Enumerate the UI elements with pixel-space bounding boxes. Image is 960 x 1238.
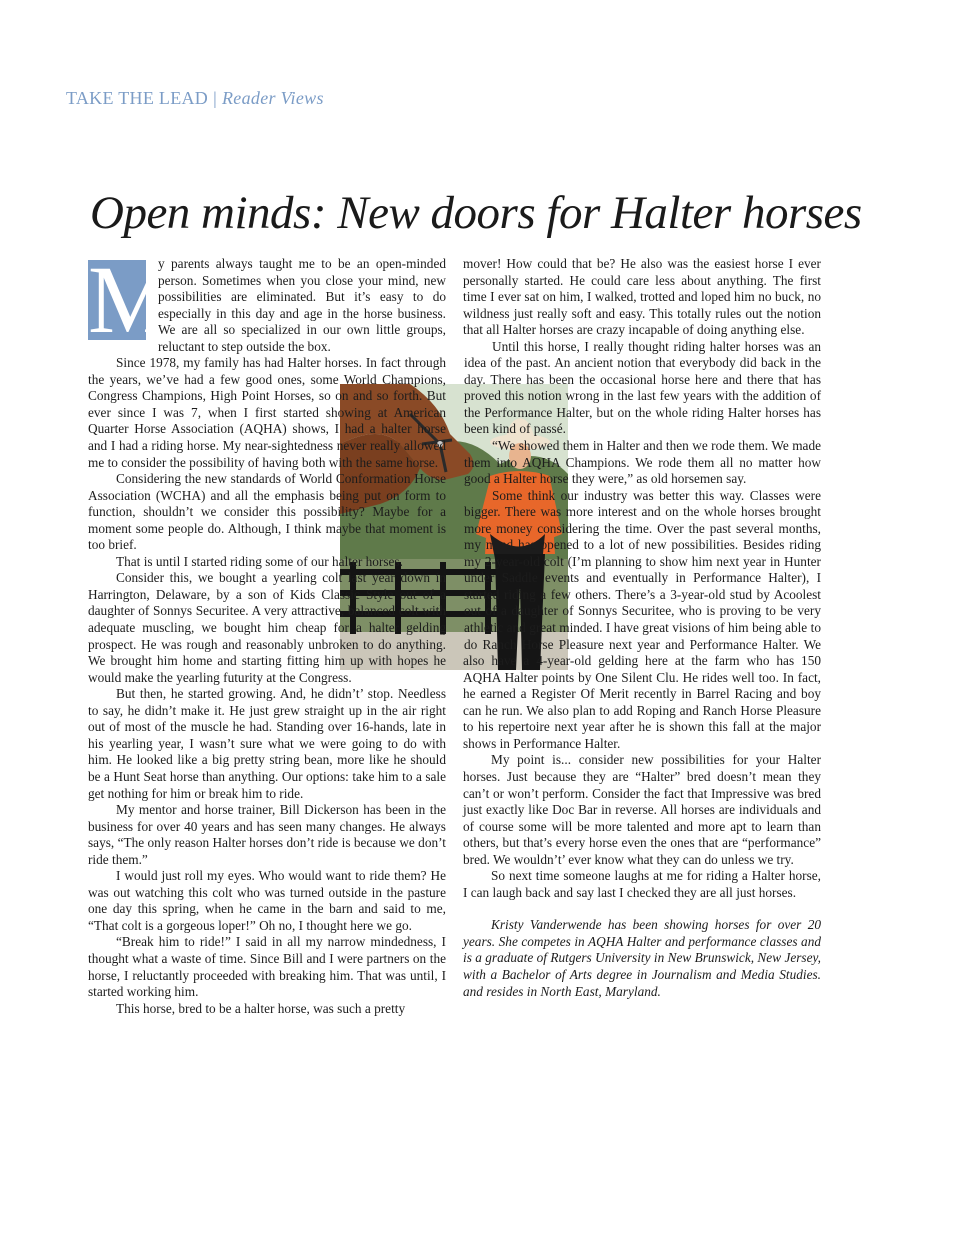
section-label: [66, 88, 324, 109]
author-bio: Kristy Vanderwende has been showing horses for over 20 years. She competes in AQHA Halter and performance classes and is a graduate of Rutgers University in New Brunswick, New Jersey, with a Bachelor of Arts degree in Journalism and Media Studies. and resides in North East, Maryland.: [463, 917, 821, 999]
paragraph: [88, 246, 446, 355]
paragraph: [88, 355, 446, 471]
paragraph: My point is... consider new possibilities for your Halter horses. Just because they are “Halter” bred doesn’t mean they can’t or won’t perform. Consider the fact that Impressive was bred just exactly like Doc Bar in reverse. All horses are individuals and of course some will be more talented and more apt to learn than others, but that’s every horse even the ones that are “performance” bred. We wouldn’t’ ever know what they can do unless we try.: [463, 752, 821, 867]
drop-cap: M: [88, 246, 174, 353]
paragraph-text: Until this horse, I really thought riding halter horses was an idea of the past. An ancient notion that everybody did back in the day. There has been the occasional horse here and there that has proved this notion wrong in the last few years with the addition of the Performance Halter, but on the whole riding Halter horses has been kind of passé.: [464, 338, 821, 437]
article-column-right: [463, 256, 821, 1000]
paragraph: “Break him to ride!” I said in all my narrow mindedness, I thought what a waste of time. Since Bill and I were partners on the horse, I reluctantly proceeded with breaking him. That was until, I started working him.: [88, 934, 446, 1000]
subsection-name: Reader Views: [222, 88, 324, 108]
paragraph: So next time someone laughs at me for riding a Halter horse, I can laugh back and say last I checked they are all just horses.: [463, 868, 821, 900]
section-name: TAKE THE LEAD: [66, 88, 209, 108]
paragraph: Considering the new standards of World Conformation Horse Association (WCHA) and all the emphasis being put on form to function, shouldn’t we consider this possibility? Maybe for a moment some people do. Although, I think maybe that moment is too brief.: [88, 471, 446, 553]
paragraph: That is until I started riding some of our halter horses.: [116, 553, 403, 569]
paragraph: This horse, bred to be a halter horse, was such a pretty: [116, 1000, 406, 1016]
paragraph-text: Since 1978, my family has had Halter horses. In fact through the years, we’ve had a few good ones, some World Champions, Congress Champions, High Point Horses, so on and so forth. But ever since I was 7, when I first started showing at American Quarter Horse Association (AQHA) shows, I had a halter horse and I had a riding horse. My near-sightedness never really allowed me to consider the possibility of having both with the same horse.: [88, 355, 446, 470]
paragraph: “We showed them in Halter and then we rode them. We made them into AQHA Champions. We rode them all no matter how good a Halter horse they were,” as old horsemen say.: [464, 438, 821, 487]
paragraph: I would just roll my eyes. Who would want to ride them? He was out watching this colt who was turned outside in the pasture one day this spring, when he came in the barn and said to me, “That colt is a gorgeous loper!” Oh no, I thought here we go.: [88, 868, 446, 933]
paragraph: mover! How could that be? He also was the easiest horse I ever personally started. He could care less about anything. The first time I ever sat on him, I walked, trotted and loped him no buck, no wildness just really soft and easy. This totally rules out the notion that all Halter horses are crazy incapable of doing anything else.: [463, 256, 821, 338]
paragraph: Consider this, we bought a yearling colt last year down in Harrington, Delaware, by a son of Kids Classic Style out of a daughter of Sonnys Securitee. A very attractive, balanced colt with adequate muscling, we bought him cheap for a halter gelding prospect. He was rough and reasonably unbroken to do anything. We brought him home and starting fitting him up with hopes he would make the yearling futurity at the Congress.: [88, 570, 446, 685]
paragraph: [463, 339, 821, 438]
paragraph-text: y parents always taught me to be an open-minded person. Sometimes when you close your mind, new possibilities are eliminated. But it’s easy to do especially in this day and age in the horse business. We are all so specialized in our own little groups, reluctant to step outside the box.: [158, 256, 446, 354]
section-separator: |: [213, 88, 218, 108]
article-column-left: [88, 246, 446, 1017]
paragraph: But then, he started growing. And, he didn’t’ stop. Needless to say, he didn’t make it. He just grew straight up in the air right out of most of the muscle he had. Standing over 16-hands, late in his yearling year, I wasn’t sure what we were going to do with him. He looked like a big pretty string bean, more like he should be a Hunt Seat horse than anything. Our options: take him to a sale get nothing for him or break him to ride.: [88, 686, 446, 801]
paragraph: My mentor and horse trainer, Bill Dickerson has been in the business for over 40 years and has seen many changes. He always says, “The only reason Halter horses don’t ride is because we don’t ride them.”: [88, 802, 446, 867]
article-title: Open minds: New doors for Halter horses: [90, 187, 862, 239]
paragraph: Some think our industry was better this way. Classes were bigger. There was more interest and on the whole horses brought more money considering the time. Over the past several months, my mind has opened to a lot of new possibilities. Besides riding my 2-year-old colt (I’m planning to show him next year in Hunter under Saddle events and eventually in Performance Halter), I started riding a few others. There’s a 3-year-old stud by Acoolest out of a daughter of Sonnys Securitee, who is proving to be very athletic and great minded. I have great visions of him being able to do Ranch Horse Pleasure next year and Performance Halter. We also have a 4-year-old gelding here at the farm who has 150 AQHA Halter points by One Silent Clu. He rides well too. In fact, he earned a Register Of Merit recently in Barrel Racing and boy can he run. We also plan to add Roping and Ranch Horse Pleasure to his repertoire next year after he is shown this fall at the major shows in Performance Halter.: [463, 487, 821, 751]
